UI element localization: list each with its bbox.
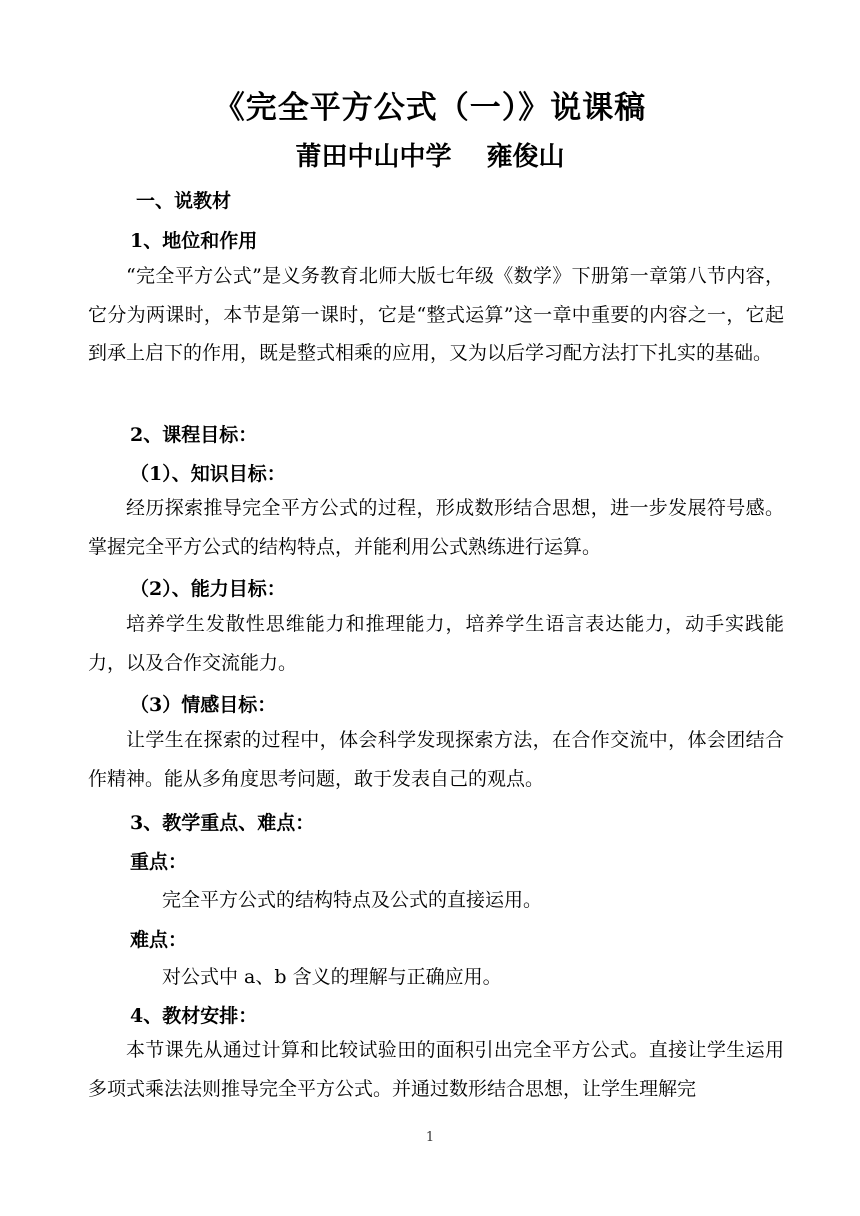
heading-arrangement: 4、教材安排： <box>130 1005 258 1027</box>
label-key-point: 重点： <box>130 851 188 873</box>
heading-knowledge-goal: （1）、知识目标： <box>130 463 286 485</box>
heading-course-goals: 2、课程目标： <box>130 424 258 446</box>
heading-ability-goal: （2）、能力目标： <box>130 578 286 600</box>
text-key-point: 完全平方公式的结构特点及公式的直接运用。 <box>162 889 543 911</box>
label-difficulty: 难点： <box>130 929 188 951</box>
author-line: 莆田中山中学 雍俊山 <box>295 142 565 172</box>
paragraph-emotion-goal: 让学生在探索的过程中，体会科学发现探索方法，在合作交流中，体会团结合作精神。能从多角度思考问题，敢于发表自己的观点。 <box>88 729 784 790</box>
heading-position-role: 1、地位和作用 <box>130 230 258 252</box>
page-number: 1 <box>425 1130 435 1145</box>
heading-emotion-goal: （3）情感目标： <box>130 694 277 716</box>
paragraph-position-role: “完全平方公式”是义务教育北师大版七年级《数学》下册第一章第八节内容，它分为两课时，本节是第一课时，它是“整式运算”这一章中重要的内容之一，它起到承上启下的作用，既是整式相乘的应用，又为以后学习配方法打下扎实的基础。 <box>88 265 784 364</box>
section-heading-textbook: 一、说教材 <box>136 190 232 212</box>
document-title: 《完全平方公式（一）》说课稿 <box>213 90 647 126</box>
paragraph-knowledge-goal: 经历探索推导完全平方公式的过程，形成数形结合思想，进一步发展符号感。掌握完全平方公式的结构特点，并能利用公式熟练进行运算。 <box>88 497 784 558</box>
heading-key-difficult: 3、教学重点、难点： <box>130 812 315 834</box>
paragraph-ability-goal: 培养学生发散性思维能力和推理能力，培养学生语言表达能力，动手实践能力，以及合作交流能力。 <box>88 613 784 674</box>
text-difficulty: 对公式中 a、b 含义的理解与正确应用。 <box>162 966 502 988</box>
paragraph-arrangement: 本节课先从通过计算和比较试验田的面积引出完全平方公式。直接让学生运用多项式乘法法则推导完全平方公式。并通过数形结合思想，让学生理解完 <box>88 1039 784 1100</box>
